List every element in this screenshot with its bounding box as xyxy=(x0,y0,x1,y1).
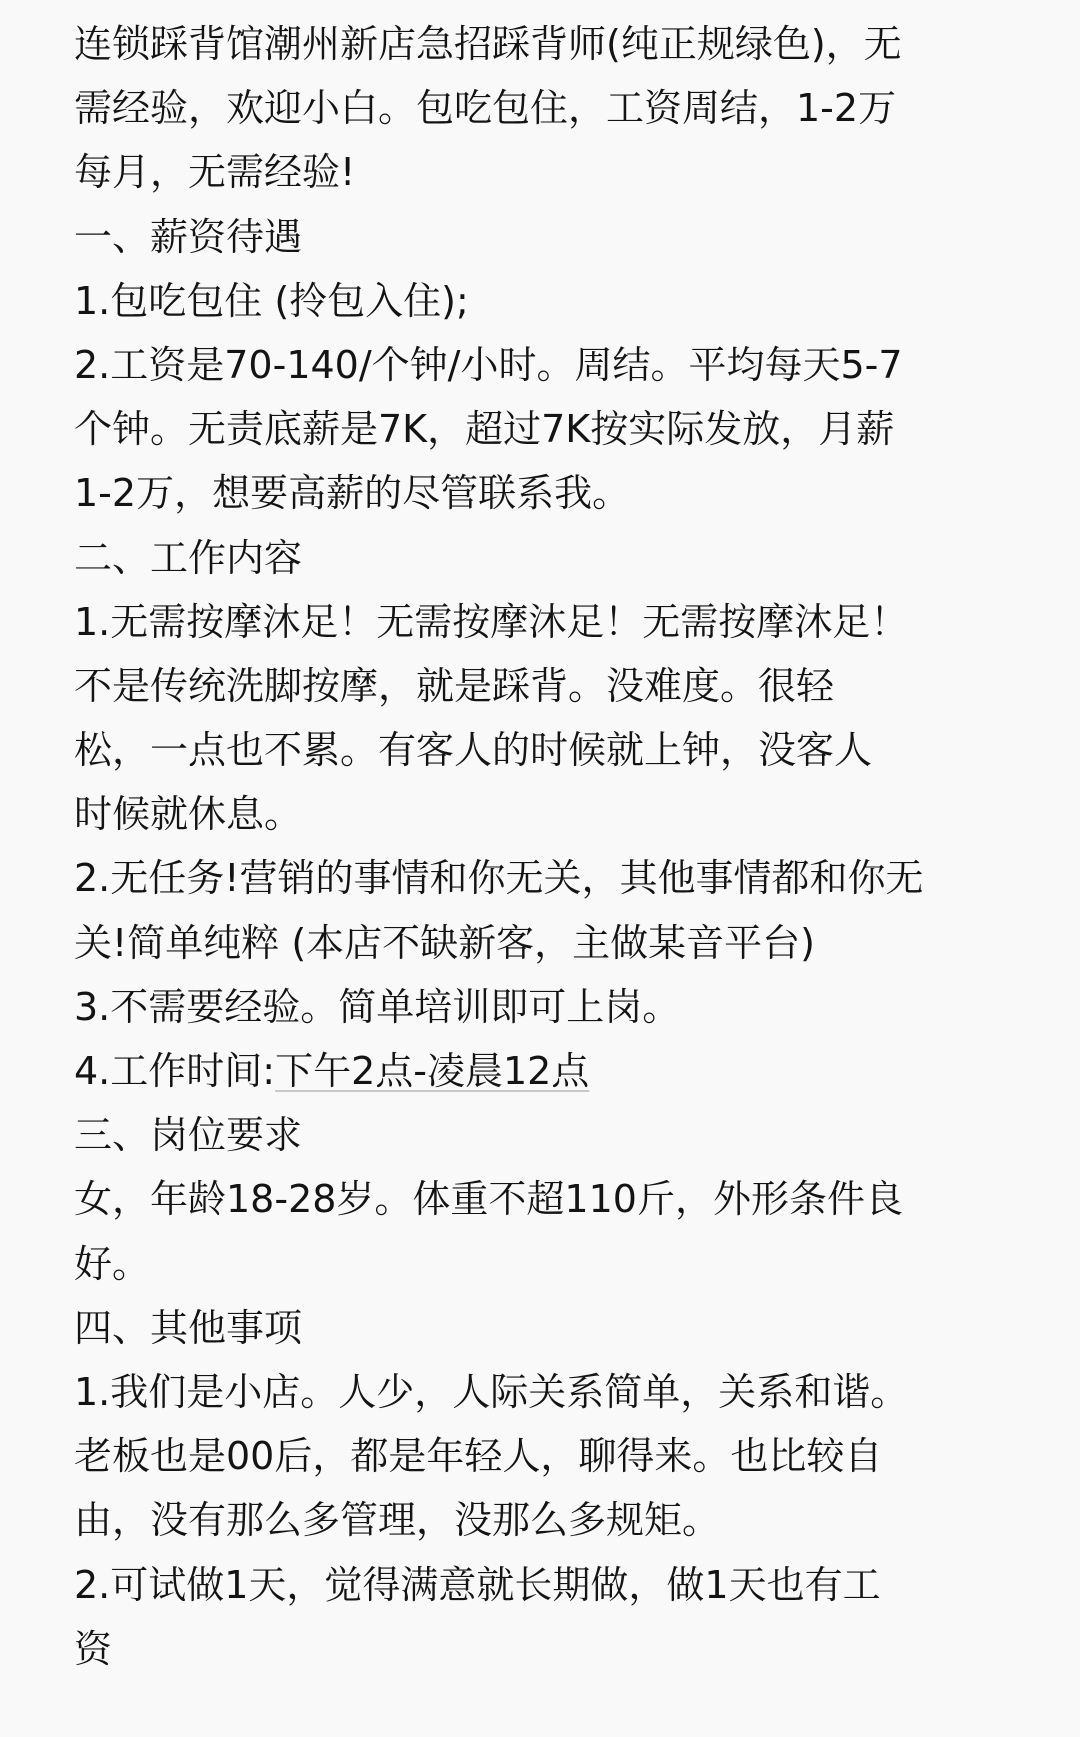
text-line: 好。 xyxy=(74,1241,151,1286)
text-line: 2.工资是70-140/个钟/小时。周结。平均每天5-7 xyxy=(74,342,903,387)
section-heading-other: 四、其他事项 xyxy=(74,1305,303,1350)
text-line: 1.包吃包住 (拎包入住); xyxy=(74,278,469,323)
section-heading-requirements: 三、岗位要求 xyxy=(74,1113,303,1158)
text-line: 个钟。无责底薪是7K，超过7K按实际发放，月薪 xyxy=(74,407,895,452)
section-heading-work-content: 二、工作内容 xyxy=(74,535,303,580)
job-post-body xyxy=(74,12,1034,1681)
text-line: 3.不需要经验。简单培训即可上岗。 xyxy=(74,984,681,1029)
text-line: 1.无需按摩沐足！无需按摩沐足！无需按摩沐足！ xyxy=(74,599,909,644)
text-line: 1-2万，想要高薪的尽管联系我。 xyxy=(74,471,631,516)
text-line: 1.我们是小店。人少，人际关系简单，关系和谐。 xyxy=(74,1369,909,1414)
text-line: 2.无任务!营销的事情和你无关，其他事情都和你无 xyxy=(74,856,924,901)
text-line: 时候就休息。 xyxy=(74,792,303,837)
text-line: 2.可试做1天，觉得满意就长期做，做1天也有工 xyxy=(74,1562,881,1607)
text-line: 关!简单纯粹 (本店不缺新客，主做某音平台) xyxy=(74,920,815,965)
work-hours-link[interactable]: 下午2点-凌晨12点 xyxy=(275,1049,590,1093)
text-line: 老板也是00后，都是年轻人，聊得来。也比较自 xyxy=(74,1434,883,1479)
text-line: 每月，无需经验! xyxy=(74,150,356,195)
text-line: 资 xyxy=(74,1626,113,1671)
text-line: 由，没有那么多管理，没那么多规矩。 xyxy=(74,1498,721,1543)
text-line: 女，年龄18-28岁。体重不超110斤，外形条件良 xyxy=(74,1177,903,1222)
work-hours-label: 4.工作时间: xyxy=(74,1049,276,1093)
text-line: 松，一点也不累。有客人的时候就上钟，没客人 xyxy=(74,728,873,773)
section-heading-salary: 一、薪资待遇 xyxy=(74,214,303,259)
text-line: 不是传统洗脚按摩，就是踩背。没难度。很轻 xyxy=(74,663,835,708)
text-line: 需经验，欢迎小白。包吃包住，工资周结，1-2万 xyxy=(74,86,897,131)
text-line: 连锁踩背馆潮州新店急招踩背师(纯正规绿色)，无 xyxy=(74,22,902,66)
work-hours-line xyxy=(74,1039,1034,1103)
